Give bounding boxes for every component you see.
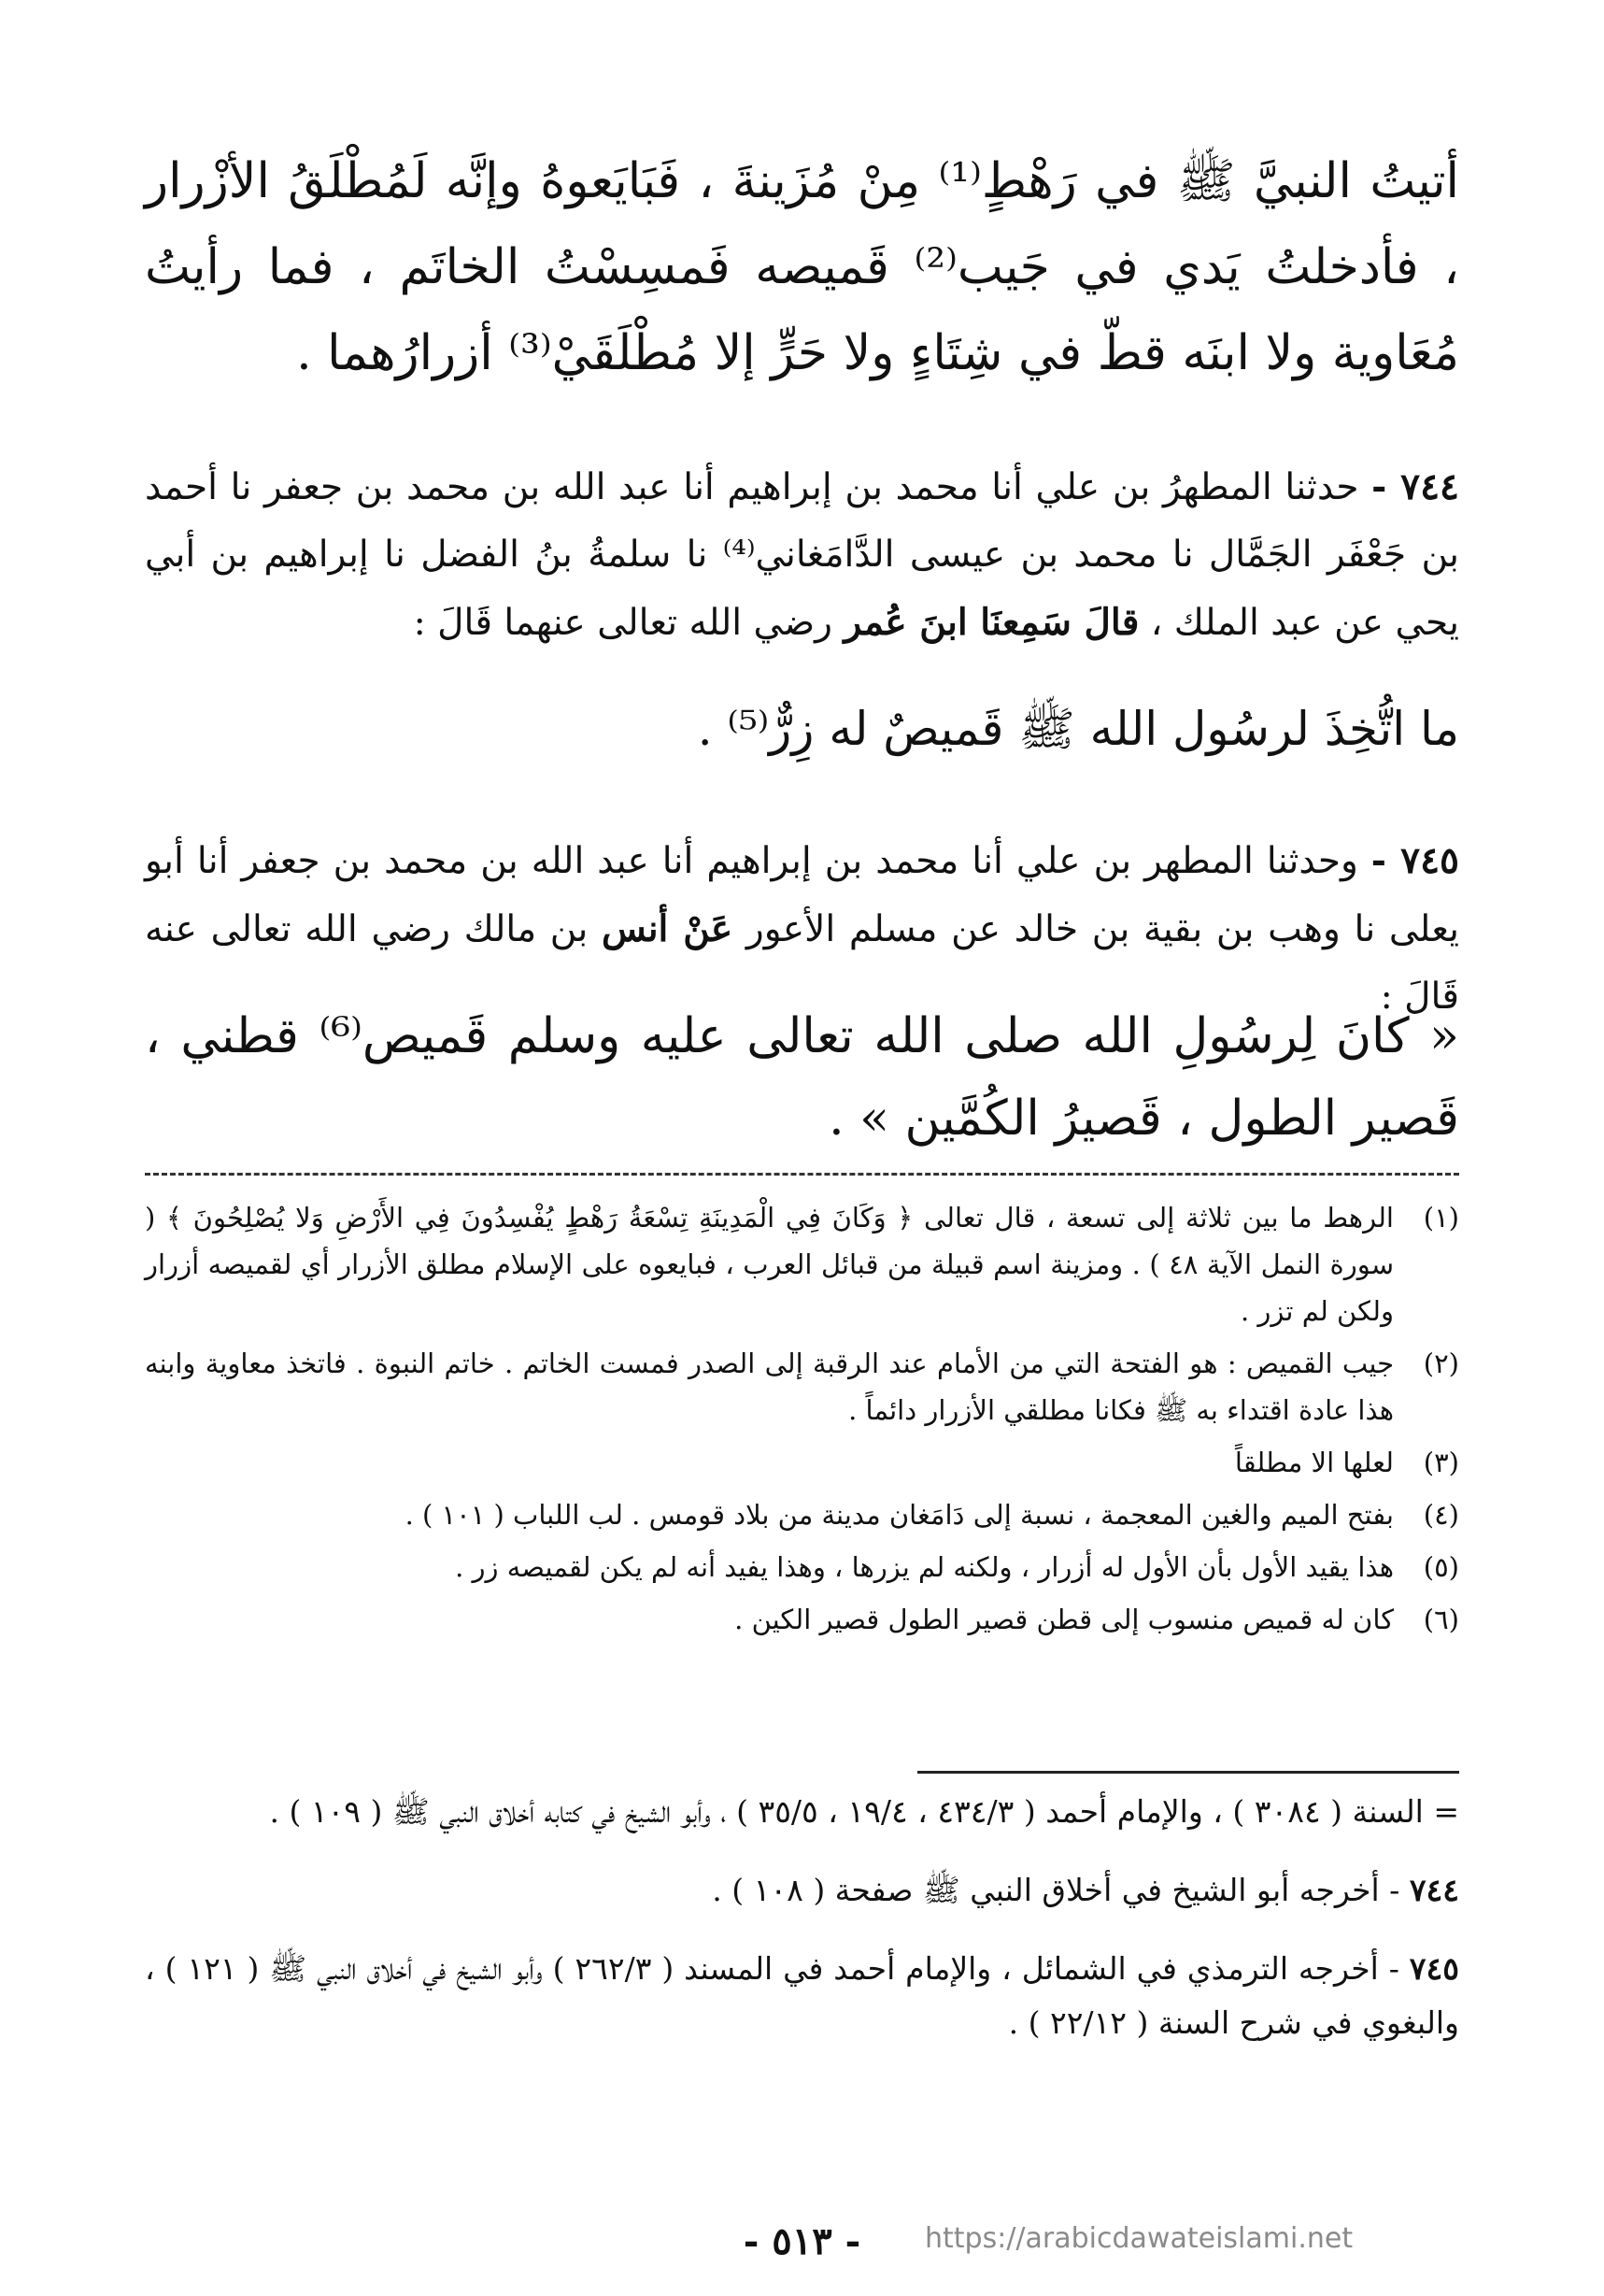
footnote-1 bbox=[145, 1194, 1459, 1334]
source-text: = السنة ( ٣٠٨٤ ) ، والإمام أحمد ( ٤٣٤/٣ ، ١٩/٤ ، ٣٥/٥ ) ، وأبو الشيخ في كتابه أخلاق النبي ﷺ ( ١٠٩ ) . bbox=[269, 1793, 1459, 1830]
sources-divider bbox=[917, 1771, 1459, 1774]
footnote-text: لعلها الا مطلقاً bbox=[1234, 1447, 1394, 1478]
footnote-text: جيب القميص : هو الفتحة التي من الأمام عند الرقبة إلى الصدر فمست الخاتم . خاتم النبوة . فاتخذ معاوية وابنه هذا عادة اقتداء به ﷺ فكانا مطلقي الأزرار دائماً . bbox=[145, 1348, 1394, 1426]
footnote-3 bbox=[145, 1439, 1459, 1486]
footnote-text: الرهط ما بين ثلاثة إلى تسعة ، قال تعالى ﴿ وَكَانَ فِي الْمَدِينَةِ تِسْعَةُ رَهْطٍ يُفْسِدُونَ فِي الأَرْضِ وَلا يُصْلِحُونَ ﴾ ( سورة النمل الآية ٤٨ ) . ومزينة اسم قبيلة من قبائل العرب ، فبايعوه على الإسلام مطلق الأزرار أي لقميصه أزرار ولكن لم تزر . bbox=[145, 1202, 1394, 1327]
footnotes bbox=[145, 1194, 1459, 1648]
source-text: - أخرجه الترمذي في الشمائل ، والإمام أحمد في المسند ( ٢٦٢/٣ ) وأبو الشيخ في أخلاق النبي ﷺ ( ١٢١ ) ، والبغوي في شرح السنة ( ٢٢/١٢ ) . bbox=[145, 1950, 1459, 2041]
source-745 bbox=[145, 1942, 1459, 2050]
hadith-number: ٧٤٥ - bbox=[1370, 839, 1459, 882]
footnote-number: (٢) bbox=[1423, 1348, 1459, 1379]
footnote-number: (٦) bbox=[1423, 1604, 1459, 1635]
footnote-number: (١) bbox=[1423, 1202, 1459, 1234]
hadith-chain-ending: رضي الله تعالى عنهما قَالَ : bbox=[413, 602, 832, 644]
hadith-chain: وحدثنا المطهر بن علي أنا محمد بن إبراهيم أنا عبد الله بن محمد بن جعفر أنا أبو يعلى نا وهب بن بقية بن خالد عن مسلم الأعور bbox=[145, 840, 1459, 950]
hadith-745-quote bbox=[145, 995, 1459, 1160]
footnote-5 bbox=[145, 1544, 1459, 1590]
hadith-text: أتيتُ النبيَّ ﷺ في رَهْطٍ⁽¹⁾ مِنْ مُزَينةَ ، فَبَايَعوهُ وإنَّه لَمُطْلَقُ الأزْرار ، فأدخلتُ يَدي في جَيب⁽²⁾ قَميصه فَمسِسْتُ الخاتَم ، فما رأيتُ مُعَاوية ولا ابنَه قطّ في شِتَاءٍ ولا حَرٍّ إلا مُطْلَقَيْ⁽³⁾ أزرارُهما . bbox=[145, 153, 1460, 381]
footnote-2 bbox=[145, 1340, 1459, 1433]
hadith-narrator: قالَ سَمِعنَا ابنَ عُمر bbox=[844, 601, 1140, 644]
hadith-quote: « كانَ لِرسُولِ الله صلى الله تعالى عليه وسلم قَميص⁽⁶⁾ قطني ، قَصير الطول ، قَصيرُ الكُمَّين » . bbox=[145, 1008, 1459, 1147]
footnote-text: هذا يقيد الأول بأن الأول له أزرار ، ولكنه لم يزرها ، وهذا يفيد أنه لم يكن لقميصه زر . bbox=[455, 1551, 1394, 1583]
source-744 bbox=[145, 1863, 1459, 1918]
hadith-continuation bbox=[145, 138, 1459, 396]
watermark-url: https://arabicdawateislami.net bbox=[925, 2222, 1354, 2255]
hadith-744-quote bbox=[145, 692, 1459, 766]
hadith-narrator: عَنْ أنس bbox=[601, 907, 733, 950]
page-number: - ٥١٣ - bbox=[743, 2219, 861, 2263]
footnote-number: (٥) bbox=[1423, 1551, 1459, 1583]
source-number: ٧٤٤ bbox=[1409, 1872, 1459, 1908]
footnote-number: (٤) bbox=[1423, 1499, 1459, 1531]
footnote-text: بفتح الميم والغين المعجمة ، نسبة إلى دَامَغان مدينة من بلاد قومس . لب اللباب ( ١٠١ ) . bbox=[405, 1499, 1394, 1531]
source-text: - أخرجه أبو الشيخ في أخلاق النبي ﷺ صفحة ( ١٠٨ ) . bbox=[712, 1872, 1400, 1908]
footnote-6 bbox=[145, 1596, 1459, 1643]
footnote-divider-dashed bbox=[145, 1173, 1459, 1176]
hadith-number: ٧٤٤ - bbox=[1371, 465, 1459, 508]
hadith-chain-ending: بن مالك رضي الله تعالى عنه قَالَ : bbox=[145, 908, 1459, 1018]
footnote-text: كان له قميص منسوب إلى قطن قصير الطول قصير الكين . bbox=[734, 1604, 1394, 1635]
hadith-quote: ما اتُّخِذَ لرسُول الله ﷺ قَميصٌ له زِرٌّ⁽⁵⁾ . bbox=[697, 702, 1459, 756]
footnote-4 bbox=[145, 1491, 1459, 1538]
footnote-number: (٣) bbox=[1423, 1447, 1459, 1478]
hadith-chain: حدثنا المطهرُ بن علي أنا محمد بن إبراهيم أنا عبد الله بن محمد بن جعفر نا أحمد بن جَعْفَر الجَمَّال نا محمد بن عيسى الدَّامَغاني⁽⁴⁾ نا سلمةُ بنُ الفضل نا إبراهيم بن أبي يحي عن عبد الملك ، bbox=[145, 466, 1459, 644]
takhrij-sources bbox=[145, 1785, 1459, 2075]
hadith-744 bbox=[145, 453, 1459, 657]
source-continuation bbox=[145, 1785, 1459, 1839]
source-number: ٧٤٥ bbox=[1409, 1950, 1459, 1987]
